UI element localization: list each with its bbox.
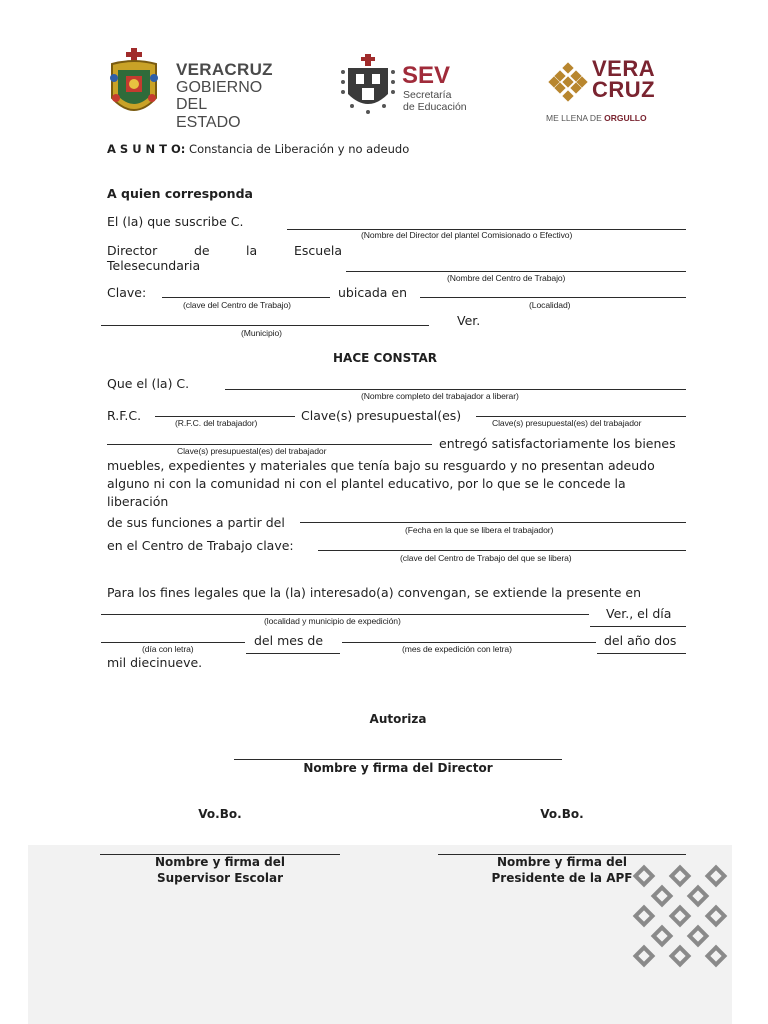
ubicada-text: ubicada en <box>338 285 408 300</box>
presidente-label-2: Presidente de la APF <box>491 871 633 885</box>
sev-emblem-icon <box>340 54 396 116</box>
sev-logo <box>340 54 480 120</box>
veracruz-brand-logo <box>546 56 662 128</box>
para-line-3: liberación <box>107 494 169 509</box>
rfc-caption: (R.F.C. del trabajador) <box>175 418 258 428</box>
clave-caption: (clave del Centro de Trabajo) <box>183 300 291 310</box>
mes-line <box>342 642 596 643</box>
coat-of-arms-icon <box>104 48 164 124</box>
suscribe-text: El (la) que suscribe C. <box>107 214 244 229</box>
clave-line <box>162 297 330 298</box>
brand-line2: CRUZ <box>592 77 656 102</box>
asunto-text: Constancia de Liberación y no adeudo <box>189 142 410 156</box>
hace-constar-heading: HACE CONSTAR <box>333 351 437 365</box>
director-name-caption: (Nombre del Director del plantel Comisionado o Efectivo) <box>361 230 573 240</box>
del-anio-text: del año dos <box>604 633 677 648</box>
rfc-text: R.F.C. <box>107 408 142 423</box>
claves-line-2 <box>107 444 432 445</box>
mes-caption: (mes de expedición con letra) <box>402 644 512 654</box>
para-line-2: alguno ni con la comunidad ni con el plantel educativo, por lo que se le concede la <box>107 476 626 491</box>
centro-name-line <box>346 271 686 272</box>
director-word-3: la <box>246 243 258 258</box>
clave-text: Clave: <box>107 285 147 300</box>
knot-watermark-icon <box>630 860 730 970</box>
claves-caption-2: Clave(s) presupuestal(es) del trabajador <box>177 446 327 456</box>
dia-line <box>101 642 245 643</box>
autoriza-heading: Autoriza <box>369 712 427 726</box>
del-mes-underline <box>246 653 340 654</box>
director-word-4: Escuela <box>294 243 343 258</box>
del-anio-underline <box>597 653 686 654</box>
para-line-1: muebles, expedientes y materiales que tenía bajo su resguardo y no presentan adeudo <box>107 458 655 473</box>
municipio-line <box>101 325 429 326</box>
tagline-bold: ORGULLO <box>604 113 647 123</box>
sev-line1: Secretaría <box>403 89 452 101</box>
director-word-1: Director <box>107 243 158 258</box>
localidad-caption: (Localidad) <box>529 300 571 310</box>
vobo-right: Vo.Bo. <box>540 807 584 821</box>
localidad-mpio-caption: (localidad y municipio de expedición) <box>264 616 401 626</box>
localidad-mpio-line <box>101 614 589 615</box>
claves-caption-1: Clave(s) presupuestal(es) del trabajador <box>492 418 642 428</box>
mil-text: mil diecinueve. <box>107 655 203 670</box>
brand-tagline <box>546 113 647 123</box>
localidad-line <box>420 297 686 298</box>
telesecundaria-text: Telesecundaria <box>107 258 201 273</box>
gobierno-line3: DEL ESTADO <box>176 96 241 131</box>
que-el-text: Que el (la) C. <box>107 376 190 391</box>
centro-clave-line <box>318 550 686 551</box>
tagline-prefix: ME LLENA DE <box>546 113 605 123</box>
supervisor-label-1: Nombre y firma del <box>154 855 286 869</box>
ver-text: Ver. <box>457 313 481 328</box>
dia-caption: (día con letra) <box>142 644 194 654</box>
rfc-line <box>155 416 295 417</box>
fecha-caption: (Fecha en la que se libera el trabajador) <box>405 525 554 535</box>
greeting: A quien corresponda <box>107 186 253 201</box>
sev-name: SEV <box>402 62 451 89</box>
director-signature-line <box>234 759 562 760</box>
claves-text: Clave(s) presupuestal(es) <box>301 408 462 423</box>
trabajador-line <box>225 389 686 390</box>
ver-dia-underline <box>590 626 686 627</box>
brand-line1: VERA <box>592 56 656 81</box>
presidente-label-1: Nombre y firma del <box>496 855 628 869</box>
sev-line2: de Educación <box>403 101 467 113</box>
vobo-left: Vo.Bo. <box>198 807 242 821</box>
asunto <box>107 142 409 157</box>
ver-dia-text: Ver., el día <box>606 606 672 621</box>
director-signature-label: Nombre y firma del Director <box>303 761 493 775</box>
centro-clave-caption: (clave del Centro de Trabajo del que se libera) <box>400 553 572 563</box>
centro-clave-text: en el Centro de Trabajo clave: <box>107 538 294 553</box>
municipio-caption: (Municipio) <box>241 328 282 338</box>
fines-text: Para los fines legales que la (la) interesado(a) convengan, se extiende la presente en <box>107 585 642 600</box>
del-mes-text: del mes de <box>254 633 324 648</box>
veracruz-gobierno-logo <box>104 48 274 131</box>
centro-name-caption: (Nombre del Centro de Trabajo) <box>447 273 566 283</box>
asunto-label: A S U N T O: <box>107 142 186 156</box>
supervisor-label-2: Supervisor Escolar <box>156 871 284 885</box>
gobierno-line2: GOBIERNO <box>176 79 263 96</box>
director-word-2: de <box>194 243 210 258</box>
trabajador-caption: (Nombre completo del trabajador a liberar) <box>361 391 519 401</box>
fecha-line <box>300 522 686 523</box>
entrego-text: entregó satisfactoriamente los bienes <box>439 436 676 451</box>
funciones-text: de sus funciones a partir del <box>107 515 285 530</box>
knot-ornament-icon <box>548 62 588 102</box>
gobierno-line1: VERACRUZ <box>176 60 273 79</box>
claves-line-1 <box>476 416 686 417</box>
